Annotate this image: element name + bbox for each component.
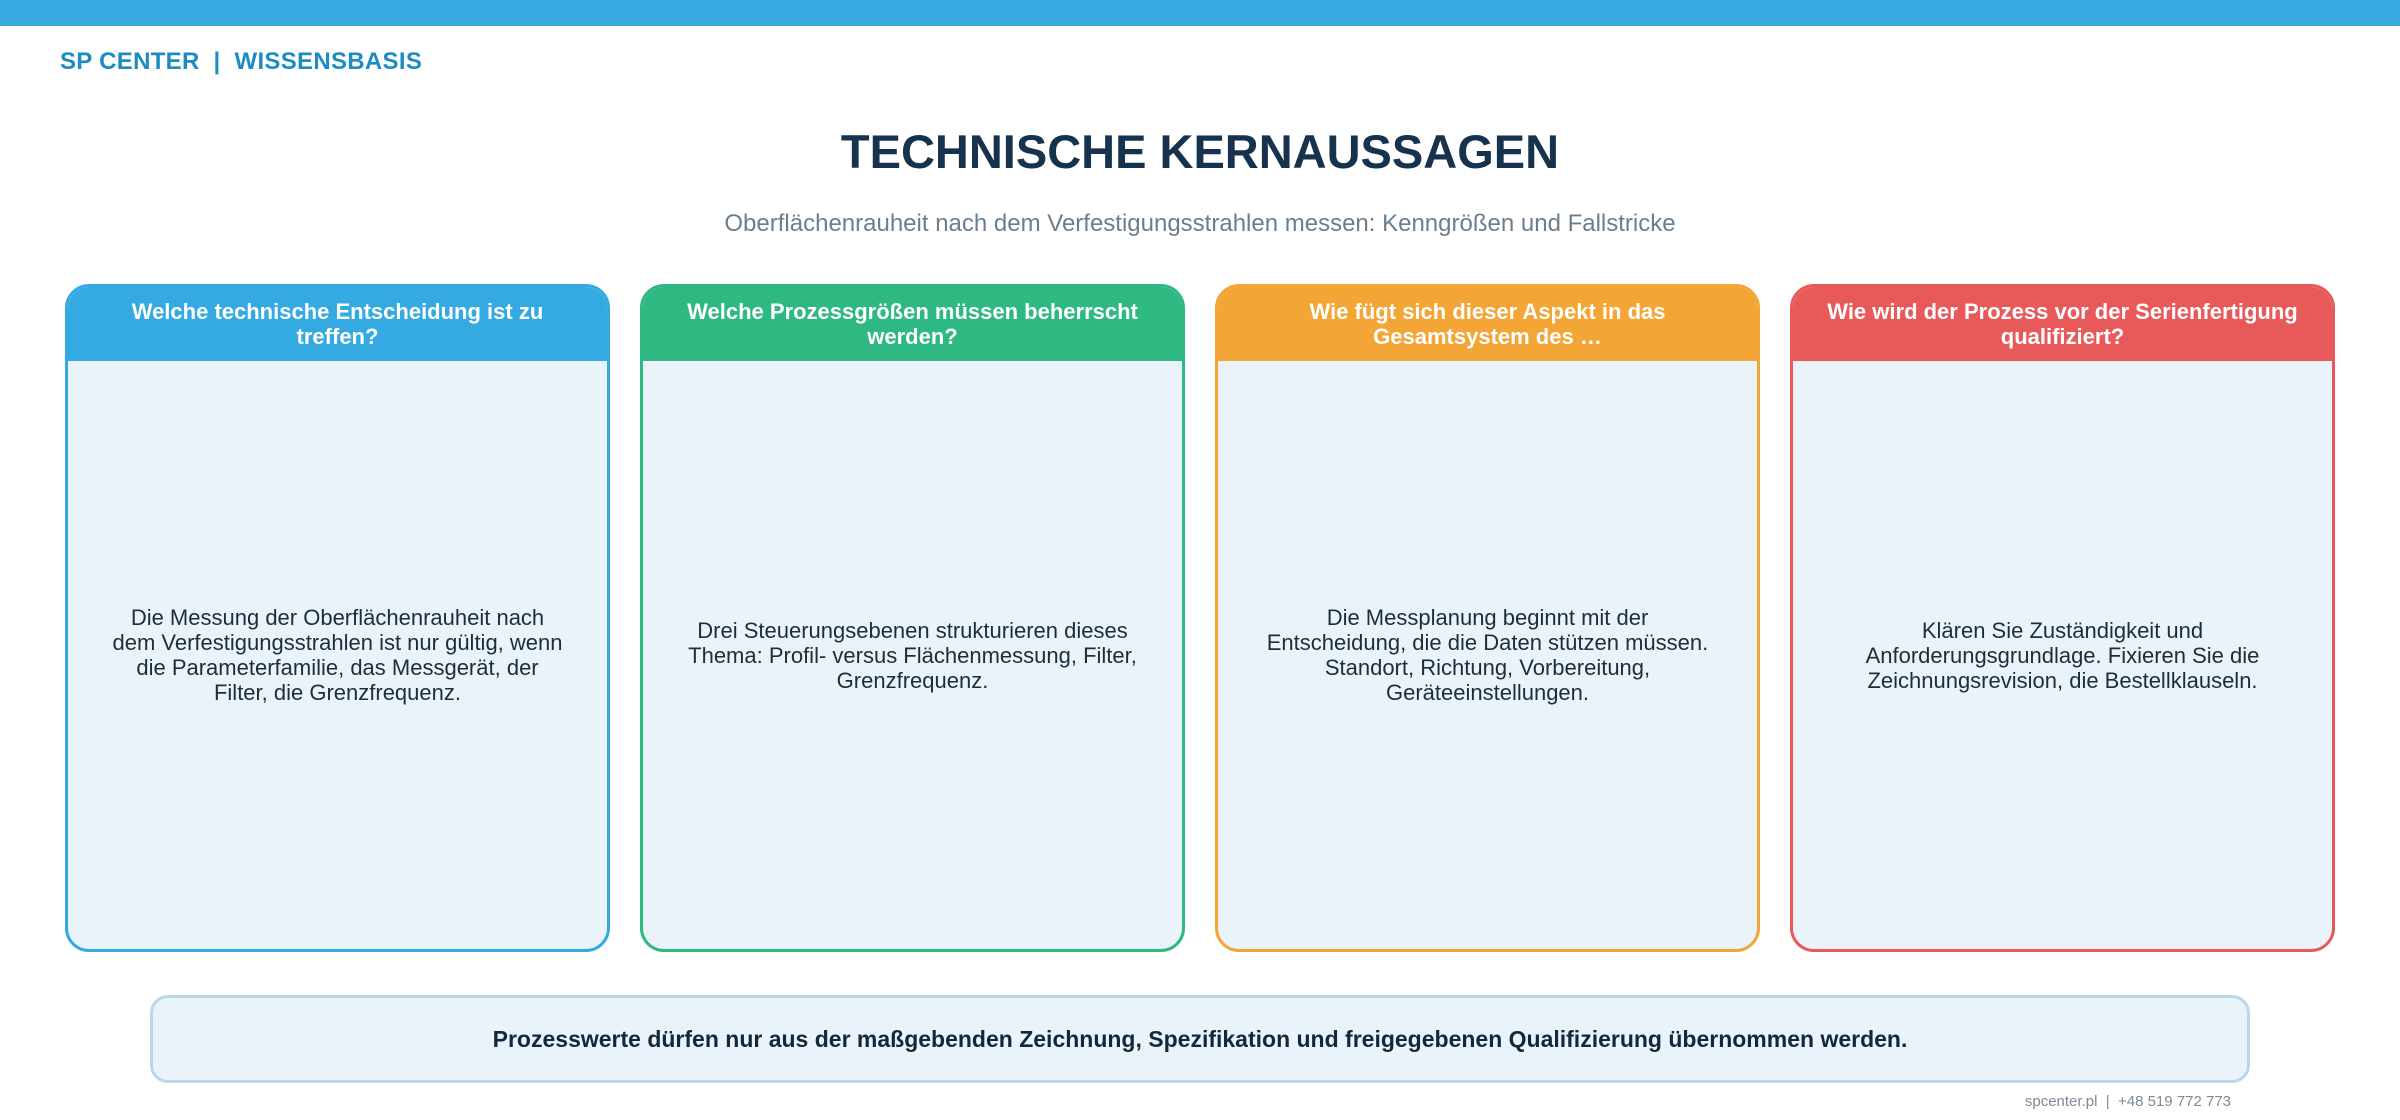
card-row (65, 284, 2335, 952)
card-body: Die Messung der Oberflächenrauheit nach dem Verfestigungsstrahlen ist nur gültig, wenn die Parameterfamilie, das Messgerät, der Filter, die Grenzfrequenz. (112, 605, 563, 705)
note-box (150, 995, 2250, 1083)
card-body: Drei Steuerungsebenen strukturieren dieses Thema: Profil- versus Flächenmessung, Filter, Grenzfrequenz. (688, 617, 1137, 693)
card-header: Welche Prozessgrößen müssen beherrscht werden? (643, 287, 1182, 361)
card-header: Welche technische Entscheidung ist zu treffen? (68, 287, 607, 361)
card-system-context (1215, 284, 1760, 952)
card-process-variables (640, 284, 1185, 952)
page-title: TECHNISCHE KERNAUSSAGEN (840, 125, 1560, 178)
card-body: Klären Sie Zuständigkeit und Anforderungsgrundlage. Fixieren Sie die Zeichnungsrevision, die Bestellklauseln. (1865, 617, 2260, 693)
card-body: Die Messplanung beginnt mit der Entscheidung, die die Daten stützen müssen. Standort, Richtung, Vorbereitung, Geräteeinstellungen. (1266, 605, 1709, 705)
card-qualification (1790, 284, 2335, 952)
card-decision (65, 284, 610, 952)
brand-label: SP CENTER | WISSENSBASIS (60, 48, 423, 75)
card-header: Wie fügt sich dieser Aspekt in das Gesamtsystem des … (1218, 287, 1757, 361)
top-accent-bar (0, 0, 2400, 26)
note-text: Prozesswerte dürfen nur aus der maßgebenden Zeichnung, Spezifikation und freigegebenen Qualifizierung übernommen werden. (492, 1025, 1908, 1052)
page-subtitle: Oberflächenrauheit nach dem Verfestigungsstrahlen messen: Kenngrößen und Fallstricke (724, 210, 1676, 237)
footer-contact: spcenter.pl | +48 519 772 773 (2024, 1093, 2231, 1110)
card-header: Wie wird der Prozess vor der Serienfertigung qualifiziert? (1793, 287, 2332, 361)
